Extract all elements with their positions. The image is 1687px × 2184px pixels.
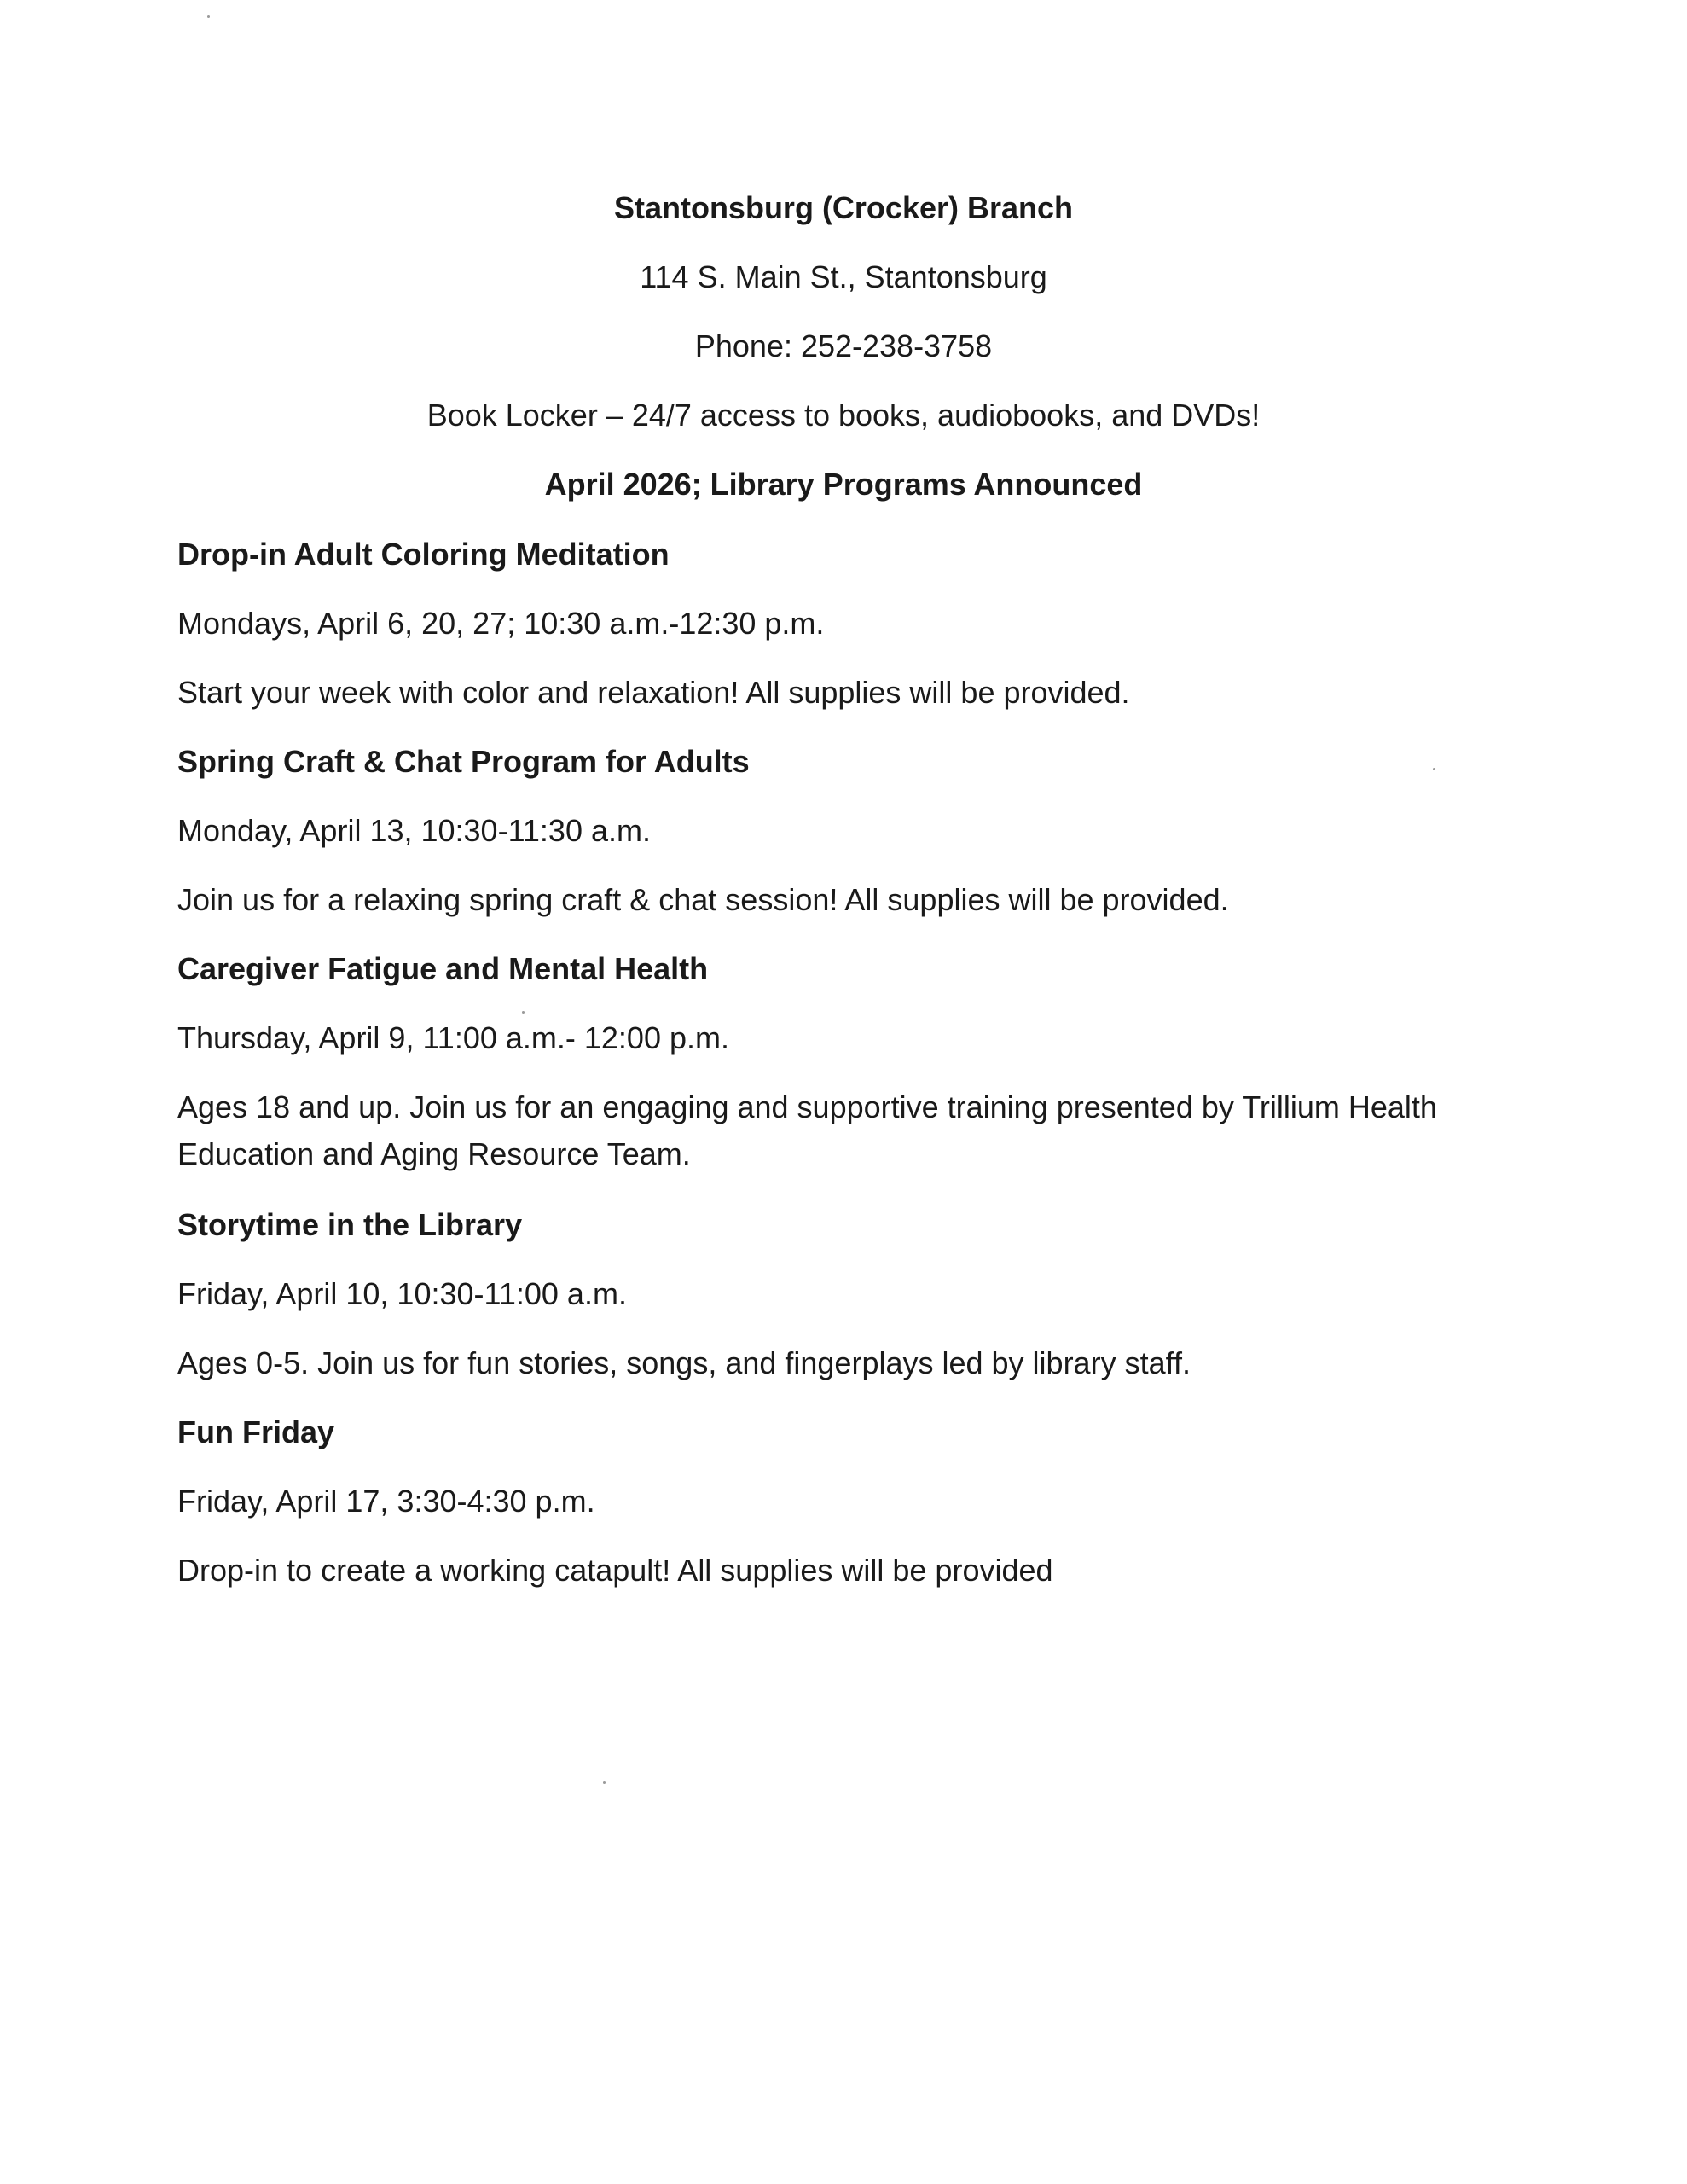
program-3-when: Thursday, April 9, 11:00 a.m.- 12:00 p.m.: [177, 1020, 729, 1055]
program-5-when: Friday, April 17, 3:30-4:30 p.m.: [177, 1484, 595, 1519]
program-1-description: Start your week with color and relaxation! All supplies will be provided.: [177, 675, 1130, 710]
program-4-description: Ages 0-5. Join us for fun stories, songs, and fingerplays led by library staff.: [177, 1345, 1191, 1380]
branch-name: Stantonsburg (Crocker) Branch: [613, 190, 1074, 225]
book-locker-note: Book Locker – 24/7 access to books, audiobooks, and DVDs!: [426, 398, 1261, 433]
scan-speck: [522, 1011, 525, 1014]
program-4-title: Storytime in the Library: [177, 1207, 523, 1242]
scan-speck: [207, 15, 210, 18]
scan-speck: [603, 1781, 606, 1784]
program-4-when: Friday, April 10, 10:30-11:00 a.m.: [177, 1276, 627, 1311]
program-5-title: Fun Friday: [177, 1414, 335, 1449]
announcement-title: April 2026; Library Programs Announced: [544, 467, 1143, 502]
program-1-title: Drop-in Adult Coloring Meditation: [177, 537, 670, 572]
program-1-when: Mondays, April 6, 20, 27; 10:30 a.m.-12:30 p.m.: [177, 606, 825, 641]
branch-phone: Phone: 252-238-3758: [694, 328, 993, 363]
branch-address: 114 S. Main St., Stantonsburg: [640, 259, 1047, 294]
program-3-description: Ages 18 and up. Join us for an engaging and supportive training presented by Trillium Health Education and Aging Resource Team.: [177, 1089, 1437, 1171]
scan-speck: [1433, 768, 1435, 770]
program-2-when: Monday, April 13, 10:30-11:30 a.m.: [177, 813, 651, 848]
program-3-title: Caregiver Fatigue and Mental Health: [177, 951, 709, 986]
program-2-title: Spring Craft & Chat Program for Adults: [177, 744, 750, 779]
program-5-description: Drop-in to create a working catapult! All supplies will be provided: [177, 1553, 1053, 1588]
program-2-description: Join us for a relaxing spring craft & chat session! All supplies will be provided.: [177, 882, 1229, 917]
